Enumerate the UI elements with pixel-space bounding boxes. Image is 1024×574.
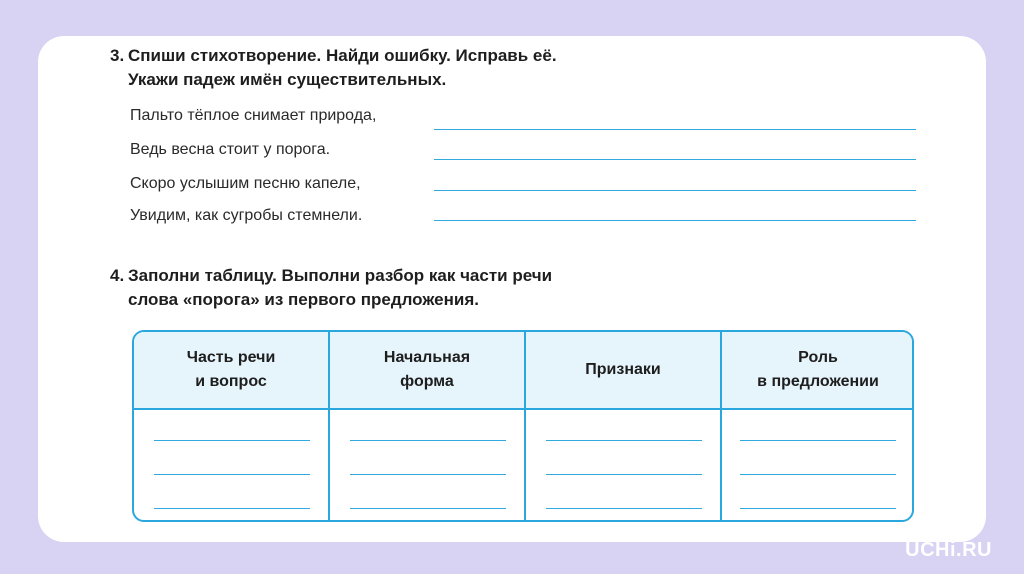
- table-answer-line[interactable]: [740, 440, 896, 441]
- task-3-heading: [110, 44, 557, 92]
- poem-line-2: Ведь весна стоит у порога.: [130, 141, 331, 158]
- table-answer-line[interactable]: [546, 508, 702, 509]
- table-answer-line[interactable]: [740, 474, 896, 475]
- header-features: Признаки: [585, 361, 661, 378]
- header-initial-form: Начальная форма: [383, 349, 471, 390]
- answer-line-3[interactable]: [434, 190, 916, 191]
- table-answer-line[interactable]: [350, 474, 506, 475]
- task-3-line-2: Укажи падеж имён существительных.: [128, 70, 447, 89]
- table-answer-line[interactable]: [350, 440, 506, 441]
- task-4-line-2: слова «порога» из первого предложения.: [128, 290, 479, 309]
- task-4-number: 4.: [110, 266, 125, 285]
- poem-line-4: Увидим, как сугробы стемнели.: [130, 207, 363, 224]
- analysis-table: [132, 330, 914, 522]
- table-answer-line[interactable]: [350, 508, 506, 509]
- task-3-number: 3.: [110, 46, 125, 65]
- table-answer-line[interactable]: [154, 440, 310, 441]
- answer-line-4[interactable]: [434, 220, 916, 221]
- table-answer-line[interactable]: [546, 474, 702, 475]
- task-3-line-1: Спиши стихотворение. Найди ошибку. Исправь её.: [128, 46, 557, 65]
- table-answer-line[interactable]: [546, 440, 702, 441]
- uchi-logo: UCHi.RU: [905, 539, 992, 561]
- poem-line-3: Скоро услышим песню капеле,: [130, 175, 361, 192]
- task-4-heading: [110, 264, 552, 312]
- answer-line-2[interactable]: [434, 159, 916, 160]
- header-role-in-sentence: Роль в предложении: [757, 349, 879, 390]
- task-4-line-1: Заполни таблицу. Выполни разбор как части речи: [128, 266, 553, 285]
- table-answer-line[interactable]: [154, 508, 310, 509]
- header-part-of-speech: Часть речи и вопрос: [186, 349, 276, 390]
- poem-line-1: Пальто тёплое снимает природа,: [130, 107, 377, 124]
- answer-line-1[interactable]: [434, 129, 916, 130]
- table-answer-line[interactable]: [740, 508, 896, 509]
- table-answer-line[interactable]: [154, 474, 310, 475]
